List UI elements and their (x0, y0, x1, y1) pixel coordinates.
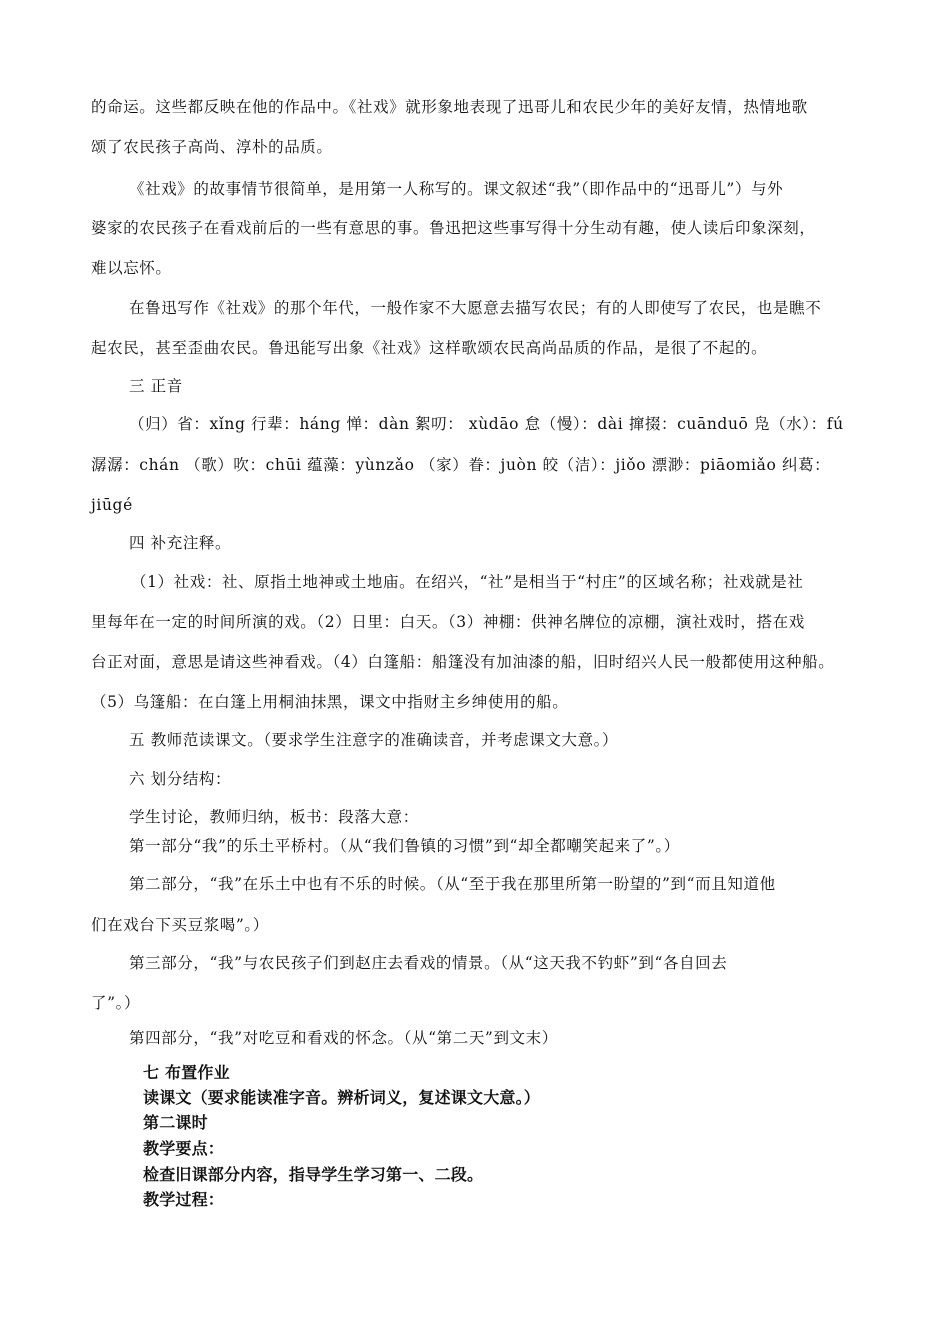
homework-title: 七 布置作业 (143, 1063, 230, 1082)
pinyin-line: 潺潺：chán （歌）吹：chūi 蕴藻：yùnzǎo （家）眷：juòn 皎（洁）：jiǒo 漂渺：piāomiǎo 纠葛： (91, 456, 831, 474)
paragraph-line: 起农民，甚至歪曲农民。鲁迅能写出象《社戏》这样歌颂农民高尚品质的作品，是很了不起的。 (91, 339, 768, 357)
paragraph-line: 第三部分，“我”与农民孩子们到赵庄去看戏的情景。（从“这天我不钓虾”到“各自回去 (129, 954, 728, 972)
paragraph-line: 们在戏台下买豆浆喝”。） (91, 916, 269, 934)
homework-line: 读课文（要求能读准字音。辨析词义，复述课文大意。） (143, 1088, 541, 1107)
annotation-line: （5）乌篷船：在白篷上用桐油抹黑，课文中指财主乡绅使用的船。 (91, 693, 569, 711)
paragraph-line: 颂了农民孩子高尚、淳朴的品质。 (91, 138, 333, 156)
paragraph-line: 婆家的农民孩子在看戏前后的一些有意思的事。鲁迅把这些事写得十分生动有趣，使人读后印象深刻， (91, 219, 816, 237)
paragraph-line: 第四部分，“我”对吃豆和看戏的怀念。（从“第二天”到文末） (129, 1029, 558, 1047)
paragraph-line: 了”。） (91, 994, 141, 1012)
paragraph-line: 难以忘怀。 (91, 259, 172, 277)
paragraph-line: 学生讨论，教师归纳，板书：段落大意： (129, 808, 419, 826)
section-heading: 三 正音 (129, 377, 183, 395)
pinyin-line: （归）省：xǐng 行辈：háng 惮：dàn 絮叨： xùdāo 怠（慢）：dài 撺掇：cuānduō 凫（水）：fú (129, 415, 844, 433)
homework-line: 教学要点： (143, 1139, 225, 1158)
annotation-line: （1）社戏：社、原指土地神或土地庙。在绍兴，“社”是相当于“村庄”的区域名称；社戏就是社 (131, 573, 804, 591)
pinyin-line: jiūgé (91, 496, 133, 514)
section-heading: 六 划分结构： (129, 770, 232, 788)
paragraph-line: 第二部分，“我”在乐土中也有不乐的时候。（从“至于我在那里所第一盼望的”到“而且知道他 (129, 875, 776, 893)
paragraph-line: 在鲁迅写作《社戏》的那个年代，一般作家不大愿意去描写农民；有的人即使写了农民，也是瞧不 (129, 299, 822, 317)
paragraph-line: 《社戏》的故事情节很简单，是用第一人称写的。课文叙述“我”（即作品中的“迅哥儿”）与外 (129, 180, 784, 198)
paragraph-line: 的命运。这些都反映在他的作品中。《社戏》就形象地表现了迅哥儿和农民少年的美好友情，热情地歌 (91, 98, 808, 116)
section-heading: 五 教师范读课文。（要求学生注意字的准确读音，并考虑课文大意。） (129, 731, 619, 749)
homework-line: 第二课时 (143, 1113, 208, 1132)
section-heading: 四 补充注释。 (129, 534, 232, 552)
homework-line: 检查旧课部分内容，指导学生学习第一、二段。 (143, 1165, 484, 1184)
homework-line: 教学过程： (143, 1190, 225, 1209)
paragraph-line: 第一部分“我”的乐土平桥村。（从“我们鲁镇的习惯”到“却全都嘲笑起来了”。） (129, 837, 680, 855)
annotation-line: 台正对面，意思是请这些神看戏。（4）白篷船：船篷没有加油漆的船，旧时绍兴人民一般都使用这种船。 (91, 653, 835, 671)
annotation-line: 里每年在一定的时间所演的戏。（2）日里：白天。（3）神棚：供神名牌位的凉棚，演社戏时，搭在戏 (91, 613, 805, 631)
